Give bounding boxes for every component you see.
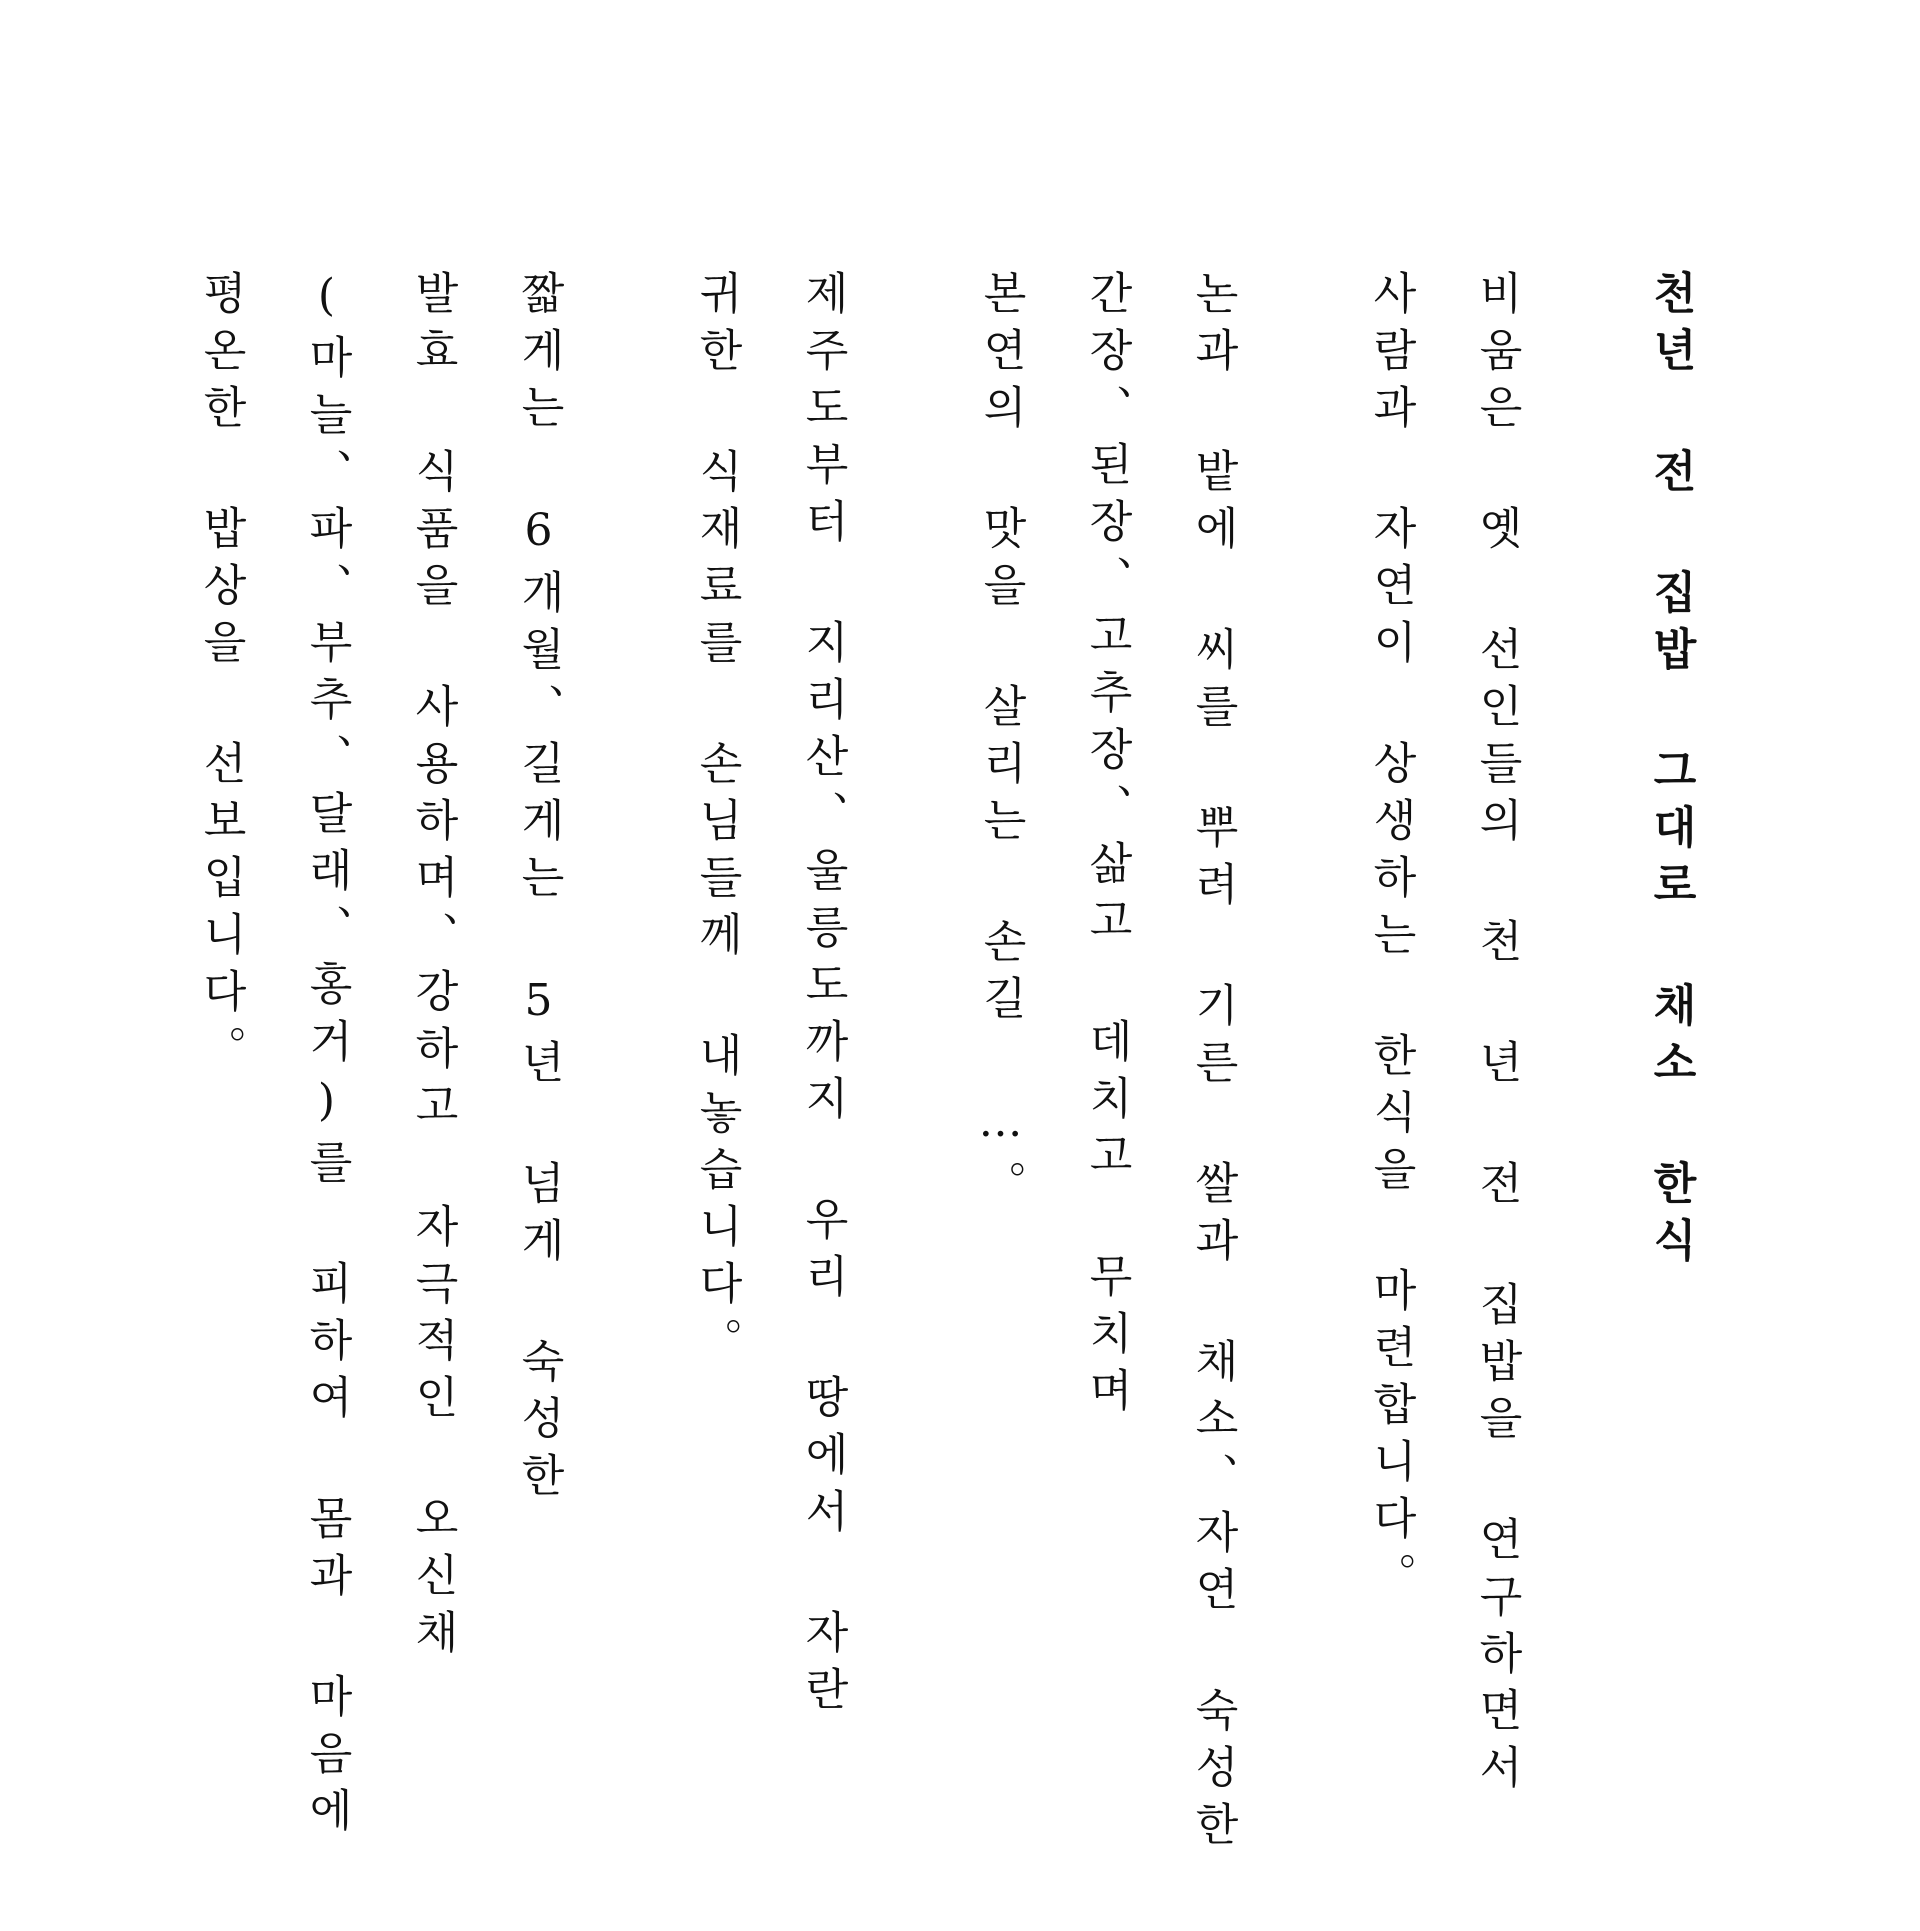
paragraph-1-line-2: 사람과 자연이 상생하는 한식을 마련합니다。: [1365, 270, 1416, 1609]
paragraph-3-line-2: 귀한 식재료를 손님들께 내놓습니다。: [691, 270, 742, 1374]
paragraph-3-line-1: 제주도부터 지리산、울릉도까지 우리 땅에서 자란: [797, 270, 848, 1723]
paragraph-4-line-3: (마늘、파、부추、달래、홍거)를 피하여 몸과 마음에: [301, 270, 352, 1844]
paragraph-1-line-1: 비움은 옛 선인들의 천 년 전 집밥을 연구하면서: [1471, 270, 1522, 1801]
paragraph-4-line-2: 발효 식품을 사용하며、강하고 자극적인 오신채: [407, 270, 458, 1666]
document-title: 천년 전 집밥 그대로 채소 한식: [1645, 270, 1696, 1274]
paragraph-2-line-1: 논과 밭에 씨를 뿌려 기른 쌀과 채소、자연 숙성한: [1187, 270, 1238, 1858]
paragraph-4-line-1: 짧게는 6개월、길게는 5년 넘게 숙성한: [513, 270, 564, 1509]
paragraph-2-line-3: 본연의 맛을 살리는 손길 …。: [975, 270, 1026, 1217]
paragraph-4-line-4: 평온한 밥상을 선보입니다。: [195, 270, 246, 1082]
paragraph-2-line-2: 간장、된장、고추장、삶고 데치고 무치며: [1081, 270, 1132, 1424]
vertical-text-block: [136, 270, 1696, 1858]
